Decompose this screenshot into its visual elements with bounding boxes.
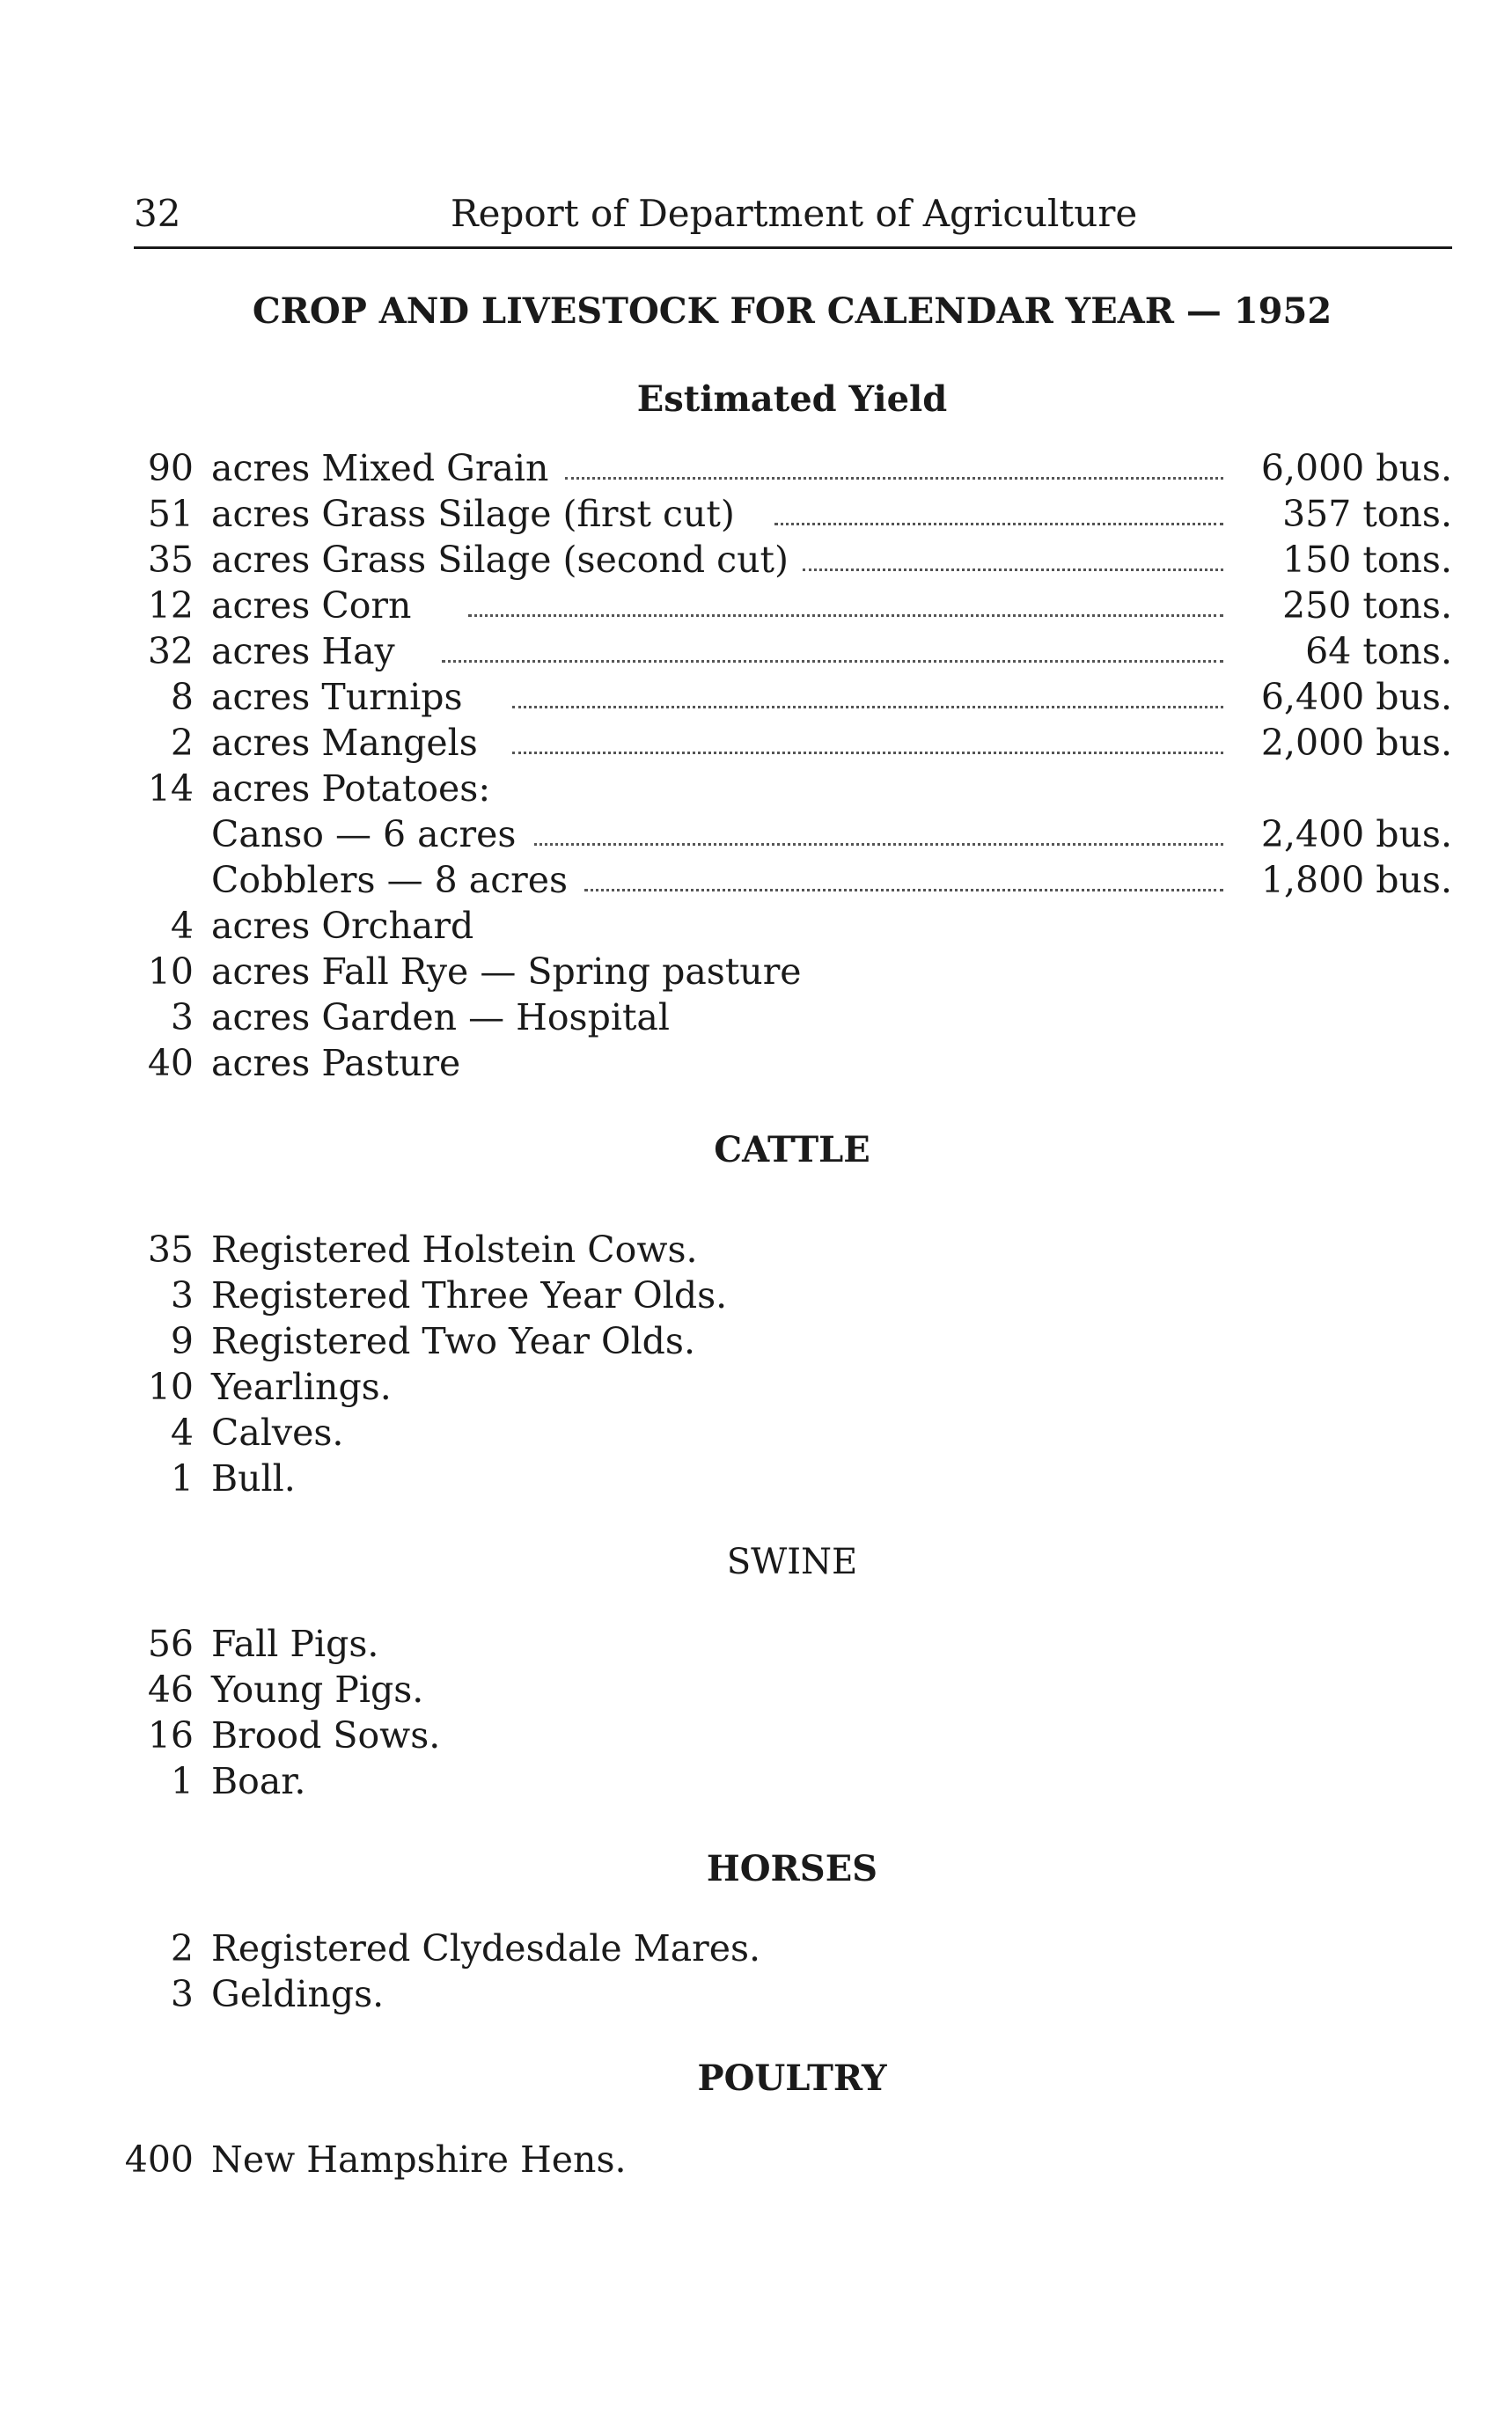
crop-row xyxy=(134,583,1452,628)
crop-row xyxy=(134,674,1452,720)
dot-leader xyxy=(468,614,1223,617)
crop-label: acres Turnips xyxy=(211,676,463,718)
swine-heading: SWINE xyxy=(726,1542,858,1582)
item-label: Bull. xyxy=(211,1457,296,1500)
crop-label: acres Pasture xyxy=(211,1042,461,1084)
crop-quantity: 10 xyxy=(147,950,194,993)
item-count: 4 xyxy=(170,1412,194,1454)
crop-quantity: 8 xyxy=(170,676,194,718)
item-count: 3 xyxy=(170,1973,194,2015)
crop-quantity: 3 xyxy=(170,996,194,1038)
item-label: Fall Pigs. xyxy=(211,1623,379,1665)
item-count: 46 xyxy=(147,1669,194,1711)
crop-quantity: 4 xyxy=(170,905,194,947)
crop-label: acres Garden — Hospital xyxy=(211,996,670,1038)
crop-row xyxy=(134,720,1452,766)
item-label: Registered Holstein Cows. xyxy=(211,1229,698,1271)
crop-quantity: 51 xyxy=(147,493,194,535)
dot-leader xyxy=(442,660,1223,663)
item-count: 1 xyxy=(170,1457,194,1500)
item-label: New Hampshire Hens. xyxy=(211,2138,627,2181)
dot-leader xyxy=(512,706,1223,708)
item-count: 1 xyxy=(170,1760,194,1802)
item-count: 2 xyxy=(170,1927,194,1970)
crop-quantity: 35 xyxy=(147,539,194,581)
crop-quantity: 2 xyxy=(170,722,194,764)
running-title: Report of Department of Agriculture xyxy=(451,192,1138,235)
item-count: 400 xyxy=(124,2138,194,2181)
crop-quantity: 40 xyxy=(147,1042,194,1084)
dot-leader xyxy=(774,523,1223,525)
item-label: Boar. xyxy=(211,1760,306,1802)
crop-row xyxy=(134,1040,1452,1086)
crop-subrow xyxy=(134,811,1452,857)
item-count: 3 xyxy=(170,1274,194,1317)
crop-row xyxy=(134,628,1452,674)
dot-leader xyxy=(803,568,1223,571)
poultry-heading: POULTRY xyxy=(697,2058,887,2099)
item-label: Young Pigs. xyxy=(211,1669,424,1711)
item-count: 10 xyxy=(147,1366,194,1408)
item-label: Brood Sows. xyxy=(211,1714,441,1757)
crop-row xyxy=(134,491,1452,537)
item-label: Registered Three Year Olds. xyxy=(211,1274,728,1317)
crop-row xyxy=(134,949,1452,994)
crop-row xyxy=(134,994,1452,1040)
crop-label: acres Mixed Grain xyxy=(211,447,549,489)
crop-label: acres Orchard xyxy=(211,905,474,947)
item-label: Registered Two Year Olds. xyxy=(211,1320,695,1362)
crop-variety-label: Cobblers — 8 acres xyxy=(211,859,569,901)
item-count: 9 xyxy=(170,1320,194,1362)
item-count: 56 xyxy=(147,1623,194,1665)
crop-yield: 150 tons. xyxy=(1282,539,1452,581)
crop-row xyxy=(134,766,1452,811)
crop-yield: 6,400 bus. xyxy=(1260,676,1452,718)
crop-label: acres Corn xyxy=(211,584,412,627)
crop-row xyxy=(134,903,1452,949)
crop-label: acres Mangels xyxy=(211,722,478,764)
header-rule xyxy=(134,246,1452,249)
crop-row xyxy=(134,445,1452,491)
crop-label: acres Fall Rye — Spring pasture xyxy=(211,950,802,993)
crop-yield: 2,000 bus. xyxy=(1260,722,1452,764)
section-subtitle: Estimated Yield xyxy=(636,378,948,420)
crop-quantity: 12 xyxy=(147,584,194,627)
crop-label: acres Hay xyxy=(211,630,395,672)
item-count: 16 xyxy=(147,1714,194,1757)
dot-leader xyxy=(584,889,1223,891)
dot-leader xyxy=(534,843,1223,846)
item-label: Registered Clydesdale Mares. xyxy=(211,1927,761,1970)
crop-quantity: 90 xyxy=(147,447,194,489)
crop-label: acres Potatoes: xyxy=(211,767,491,810)
cattle-heading: CATTLE xyxy=(714,1129,870,1170)
page-title: CROP AND LIVESTOCK FOR CALENDAR YEAR — 1952 xyxy=(252,290,1332,332)
crop-yield: 2,400 bus. xyxy=(1260,813,1452,855)
crop-quantity: 14 xyxy=(147,767,194,810)
item-label: Calves. xyxy=(211,1412,344,1454)
dot-leader xyxy=(565,477,1223,480)
crop-quantity: 32 xyxy=(147,630,194,672)
crop-subrow xyxy=(134,857,1452,903)
crop-label: acres Grass Silage (second cut) xyxy=(211,539,789,581)
item-label: Geldings. xyxy=(211,1973,385,2015)
crop-variety-label: Canso — 6 acres xyxy=(211,813,517,855)
crop-yield: 1,800 bus. xyxy=(1260,859,1452,901)
item-count: 35 xyxy=(147,1229,194,1271)
horses-heading: HORSES xyxy=(706,1848,878,1889)
item-label: Yearlings. xyxy=(211,1366,392,1408)
dot-leader xyxy=(512,752,1223,754)
page-number: 32 xyxy=(134,192,181,235)
crop-label: acres Grass Silage (first cut) xyxy=(211,493,735,535)
crop-yield: 250 tons. xyxy=(1282,584,1452,627)
crop-yield: 6,000 bus. xyxy=(1260,447,1452,489)
crop-yield: 357 tons. xyxy=(1282,493,1452,535)
crop-row xyxy=(134,537,1452,583)
crop-yield: 64 tons. xyxy=(1305,630,1452,672)
